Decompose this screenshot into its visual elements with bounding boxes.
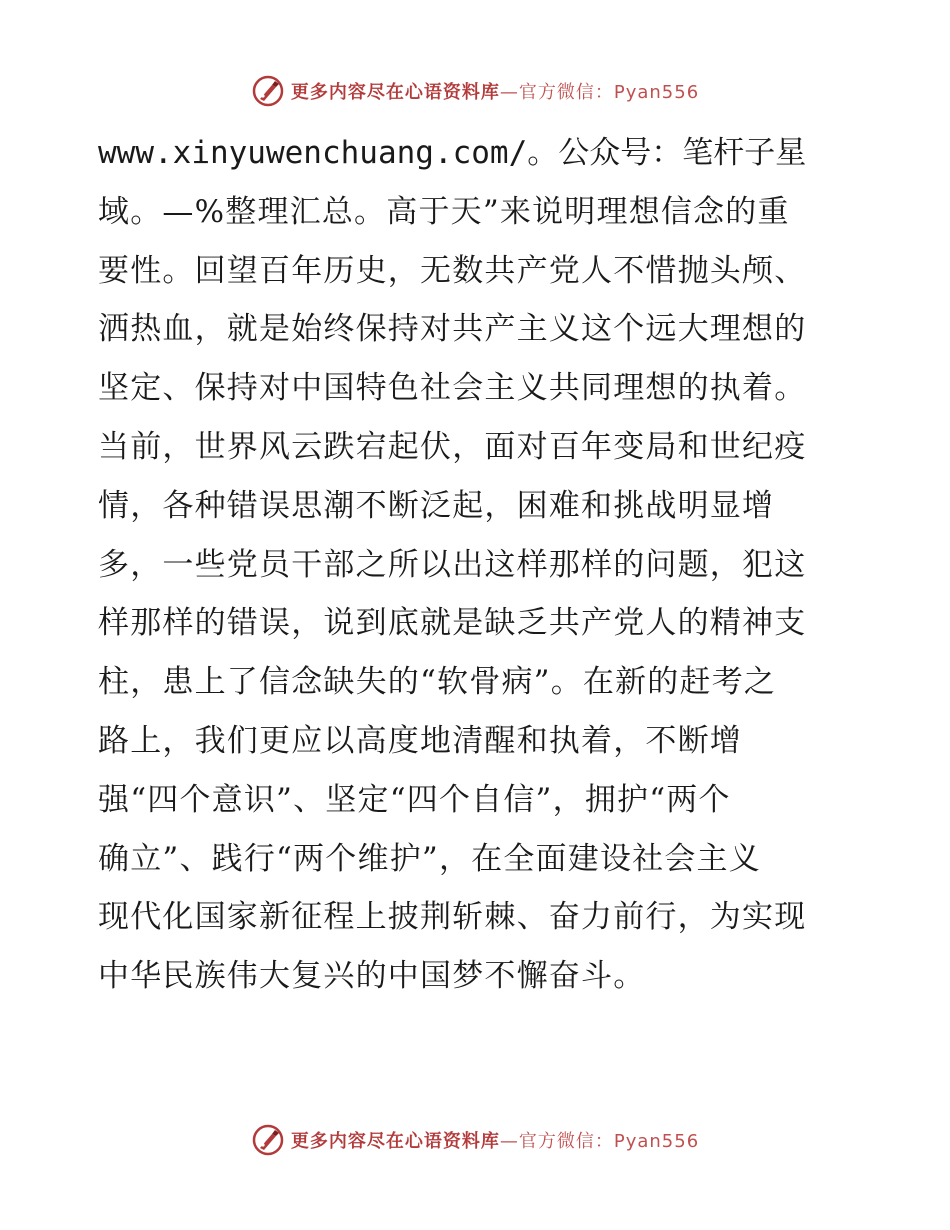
pen-nib-logo-icon bbox=[251, 1123, 285, 1157]
pen-nib-logo-icon bbox=[251, 74, 285, 108]
body-line: 柱，患上了信念缺失的“软骨病”。在新的赶考之 bbox=[98, 664, 777, 701]
footer-banner-contact: —官方微信：Pyan556 bbox=[499, 1131, 700, 1152]
footer-banner-text bbox=[291, 1127, 699, 1153]
body-line: 确立”、践行“两个维护”，在全面建设社会主义 bbox=[98, 840, 761, 877]
body-line: 中华民族伟大复兴的中国梦不懈奋斗。 bbox=[98, 958, 646, 995]
body-line: 样那样的错误，说到底就是缺乏共产党人的精神支 bbox=[98, 605, 807, 642]
body-line: 强“四个意识”、坚定“四个自信”，拥护“两个 bbox=[98, 781, 731, 818]
header-banner-contact: —官方微信：Pyan556 bbox=[499, 82, 700, 103]
body-line: 当前，世界风云跌宕起伏，面对百年变局和世纪疫 bbox=[98, 428, 807, 465]
header-banner-title: 更多内容尽在心语资料库 bbox=[290, 82, 500, 103]
body-line: www.xinyuwenchuang.com/。公众号：笔杆子星 bbox=[98, 135, 807, 171]
document-body bbox=[98, 124, 858, 1006]
header-banner bbox=[0, 71, 950, 111]
footer-banner-title: 更多内容尽在心语资料库 bbox=[290, 1131, 500, 1152]
body-line: 洒热血，就是始终保持对共产主义这个远大理想的 bbox=[98, 311, 807, 348]
body-line: 要性。回望百年历史，无数共产党人不惜抛头颅、 bbox=[98, 252, 807, 289]
body-line: 坚定、保持对中国特色社会主义共同理想的执着。 bbox=[98, 370, 807, 407]
body-line: 多，一些党员干部之所以出这样那样的问题，犯这 bbox=[98, 546, 807, 583]
body-line: 情，各种错误思潮不断泛起，困难和挑战明显增 bbox=[98, 487, 775, 524]
body-line: 域。—%整理汇总。高于天”来说明理想信念的重 bbox=[98, 193, 790, 230]
body-line: 路上，我们更应以高度地清醒和执着，不断增 bbox=[98, 722, 742, 759]
header-banner-text bbox=[291, 78, 699, 104]
body-line: 现代化国家新征程上披荆斩棘、奋力前行，为实现 bbox=[98, 899, 807, 936]
footer-banner bbox=[0, 1120, 950, 1160]
